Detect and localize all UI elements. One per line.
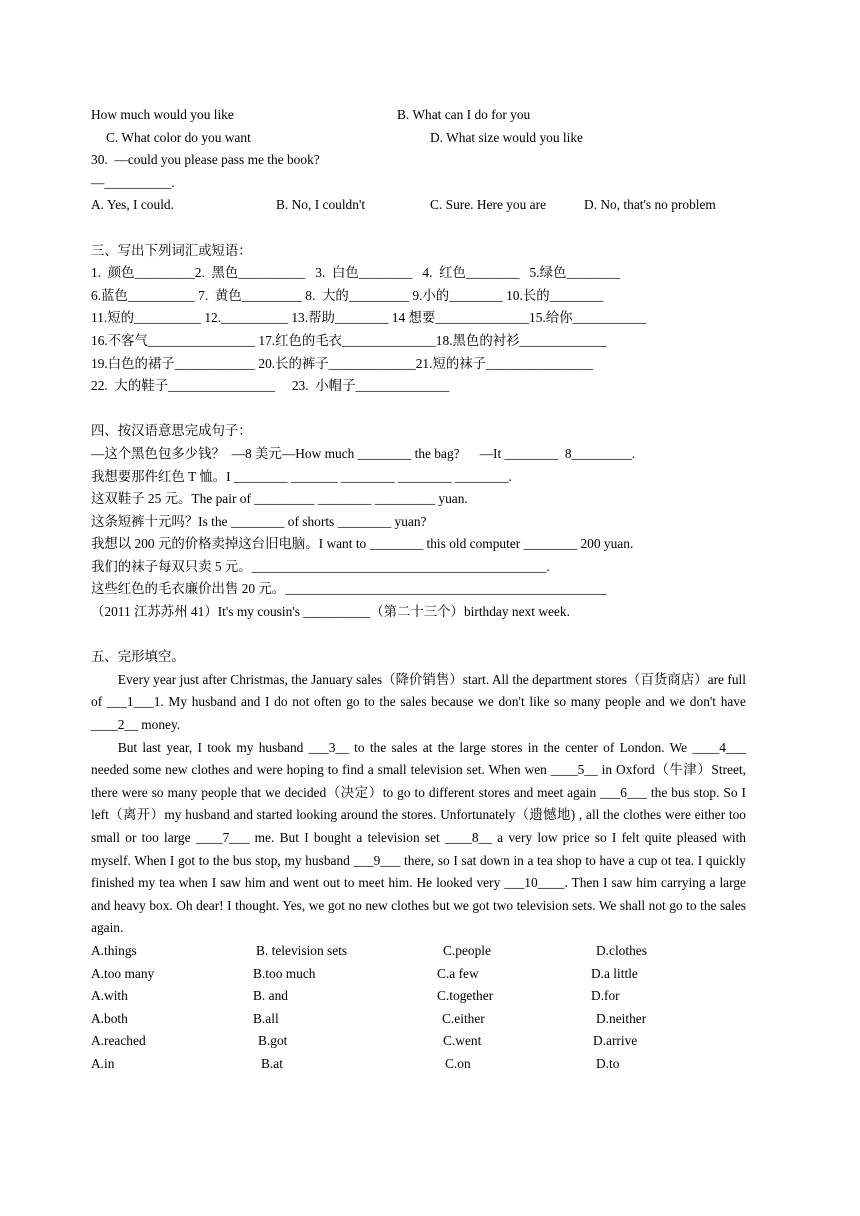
cloze-option-b: B. television sets: [256, 942, 348, 958]
q29-option-b: B. What can I do for you: [397, 107, 531, 122]
cloze-option-c: C.a few: [437, 965, 479, 981]
section4-line: 我想要那件红色 T 恤。I ________ _______ ________ ________ ________.: [91, 468, 512, 484]
q30-reply: —__________.: [91, 174, 175, 190]
cloze-option-d: D.clothes: [596, 942, 647, 958]
cloze-options-row: [91, 1008, 746, 1031]
cloze-option-d: D.for: [591, 988, 620, 1004]
cloze-option-c: C.together: [437, 988, 494, 1004]
section4-line: 这双鞋子 25 元。The pair of _________ ________ _________ yuan.: [91, 491, 468, 507]
cloze-option-c: C.either: [442, 1010, 485, 1026]
cloze-option-d: D.to: [596, 1055, 620, 1071]
q29-option-a: How much would you like: [91, 107, 234, 122]
section3-heading: 三、写出下列词汇或短语：: [91, 242, 252, 258]
section4-heading: 四、按汉语意思完成句子：: [91, 423, 252, 439]
section4-line: 我想以 200 元的价格卖掉这台旧电脑。I want to ________ this old computer ________ 200 yuan.: [91, 536, 634, 552]
cloze-options-row: [91, 963, 746, 986]
document-page: [91, 104, 746, 1076]
cloze-option-c: C.went: [443, 1033, 482, 1049]
cloze-option-a: A.too many: [91, 965, 155, 981]
cloze-options-row: [91, 1053, 746, 1076]
section4-line: 这条短裤十元吗？Is the ________ of shorts ________ yuan?: [91, 513, 427, 529]
q30-option-a: A. Yes, I could.: [91, 197, 174, 213]
cloze-option-a: A.reached: [91, 1033, 146, 1049]
q30-options-row: [91, 194, 746, 217]
cloze-options-row: [91, 985, 746, 1008]
cloze-option-d: D.a little: [591, 965, 638, 981]
section5-heading: 五、完形填空。: [91, 649, 185, 665]
section3-line: 19.白色的裙子____________ 20.长的裤子_____________21.短的袜子________________: [91, 355, 594, 371]
q30-stem: 30. —could you please pass me the book?: [91, 152, 320, 168]
cloze-option-c: C.people: [443, 942, 491, 958]
cloze-paragraph-2: But last year, I took my husband ___3__ to the sales at the large stores in the center of London. We ____4___ needed some new clothes and were hoping to find a small television set. When wen ____5__ in Oxford（牛津）Street, there were so many people that we decided（决定）to go to different stores and meet again ___6___ the bus stop. So I left（离开）my husband and started looking around the stores. Unfortunately（遗憾地) , all the clothes were either too small or too large ____7___ me. But I bought a television set ____8__ a very low price so I felt quite pleased with myself. When I got to the bus stop, my husband ___9___ there, so I sat down in a tea shop to have a cup ot tea. I quickly finished my tea when I saw him and went out to meet him. He looked very ___10____. Then I saw him carrying a large and heavy box. Oh dear! I thought. Yes, we got no new clothes but we got two television sets. We shall not go to the sales again.: [91, 739, 746, 936]
cloze-option-a: A.with: [91, 988, 128, 1004]
q30-option-b: B. No, I couldn't: [276, 197, 366, 213]
cloze-option-b: B.all: [253, 1010, 279, 1026]
q30-option-d: D. No, that's no problem: [584, 197, 716, 213]
section3-line: 1. 颜色_________2. 黑色__________ 3. 白色________ 4. 红色________ 5.绿色________: [91, 265, 620, 281]
cloze-option-c: C.on: [445, 1055, 471, 1071]
cloze-paragraph-1: Every year just after Christmas, the January sales（降价销售）start. All the department stores（百货商店）are full of ___1___1. My husband and I do not often go to the sales because we don't like so many people and we don't have ____2__ money.: [91, 671, 746, 733]
cloze-option-b: B.too much: [253, 965, 316, 981]
cloze-option-a: A.things: [91, 942, 137, 958]
cloze-option-b: B.got: [258, 1033, 288, 1049]
q29-options-row-2: [91, 127, 746, 150]
cloze-option-d: D.arrive: [593, 1033, 638, 1049]
section3-line: 11.短的__________ 12.__________ 13.帮助________ 14 想要______________15.给你___________: [91, 310, 647, 326]
cloze-options-row: [91, 940, 746, 963]
section4-line: （2011 江苏苏州 41）It's my cousin's __________（第二十三个）birthday next week.: [91, 604, 570, 620]
q29-option-d: D. What size would you like: [430, 129, 583, 145]
cloze-option-b: B.at: [261, 1055, 283, 1071]
cloze-option-a: A.in: [91, 1055, 115, 1071]
section3-line: 22. 大的鞋子________________ 23. 小帽子______________: [91, 378, 450, 394]
section4-line: 这些红色的毛衣廉价出售 20 元。________________________________________________: [91, 581, 607, 597]
q29-options-row-1: [91, 104, 746, 127]
cloze-options-row: [91, 1030, 746, 1053]
section4-line: —这个黑色包多少钱？ —8 美元—How much ________ the bag? —It ________ 8_________.: [91, 445, 636, 461]
q29-option-c: C. What color do you want: [106, 129, 251, 145]
section3-line: 16.不客气________________ 17.红色的毛衣______________18.黑色的衬衫_____________: [91, 332, 607, 348]
cloze-option-d: D.neither: [596, 1010, 647, 1026]
q30-option-c: C. Sure. Here you are: [430, 197, 547, 213]
section4-line: 我们的袜子每双只卖 5 元。____________________________________________.: [91, 558, 550, 574]
section3-line: 6.蓝色__________ 7. 黄色_________ 8. 大的_________ 9.小的________ 10.长的________: [91, 287, 604, 303]
cloze-option-a: A.both: [91, 1010, 128, 1026]
cloze-option-b: B. and: [253, 988, 288, 1004]
